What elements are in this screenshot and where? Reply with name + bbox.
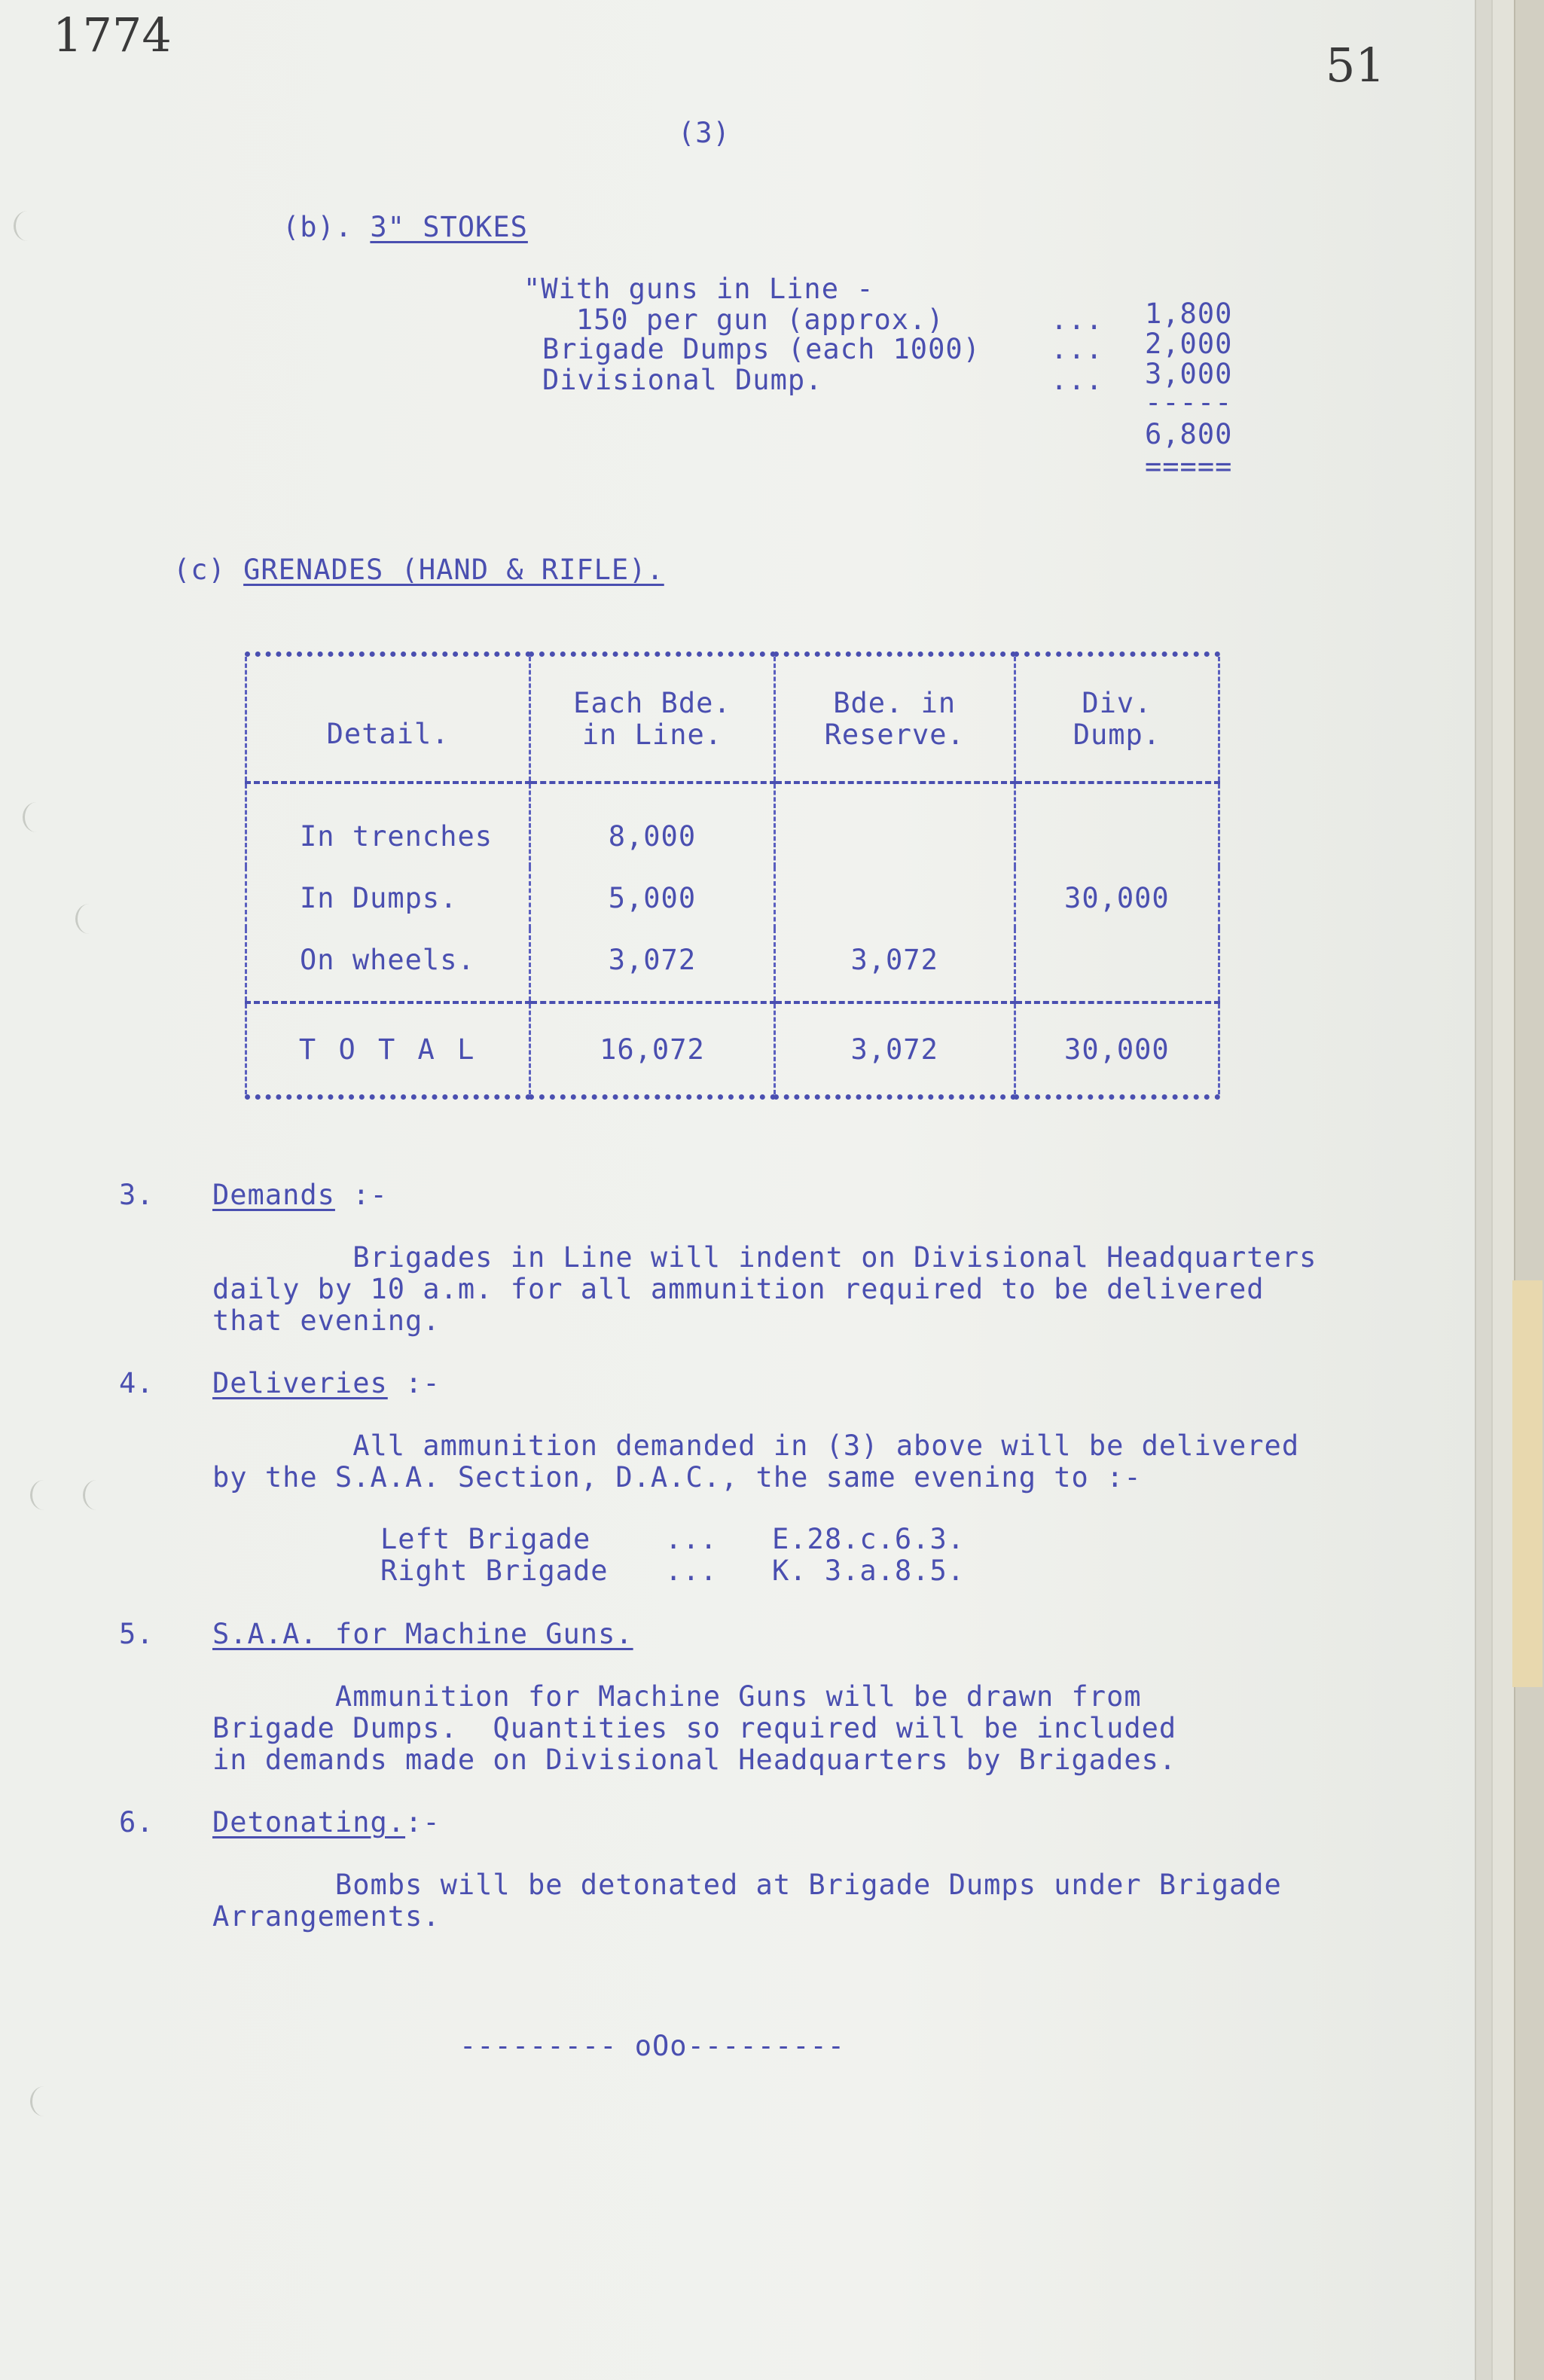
page-edge bbox=[1514, 0, 1544, 2380]
location-dots: ... bbox=[665, 1555, 718, 1587]
paragraph-line: by the S.A.A. Section, D.A.C., the same evening to :- bbox=[212, 1461, 1142, 1494]
section-c-heading bbox=[173, 554, 664, 586]
paragraph-heading: Deliveries :- bbox=[212, 1367, 441, 1399]
paragraph-heading: Demands :- bbox=[212, 1179, 388, 1211]
stokes-line: "With guns in Line - bbox=[523, 273, 874, 305]
table-row bbox=[246, 929, 1219, 1002]
paragraph-number: 4. bbox=[119, 1367, 154, 1399]
table-header-row bbox=[246, 654, 1219, 783]
paragraph-line: All ammunition demanded in (3) above will be delivered bbox=[212, 1430, 1300, 1462]
punch-hole bbox=[30, 1480, 58, 1510]
paragraph-line: that evening. bbox=[212, 1304, 441, 1337]
page-edge bbox=[1491, 0, 1515, 2380]
total-value: 3,072 bbox=[774, 1002, 1015, 1097]
paragraph-line: daily by 10 a.m. for all ammunition required to be delivered bbox=[212, 1273, 1265, 1305]
stokes-line: Brigade Dumps (each 1000) bbox=[542, 333, 981, 365]
row-label: In Dumps. bbox=[246, 867, 530, 929]
paragraph-line: Brigades in Line will indent on Divisional Headquarters bbox=[212, 1241, 1317, 1274]
row-label: In trenches bbox=[246, 783, 530, 867]
column-header-bde-reserve: Bde. in Reserve. bbox=[774, 654, 1015, 783]
cell-value bbox=[774, 783, 1015, 867]
paragraph-line: in demands made on Divisional Headquarters by Brigades. bbox=[212, 1744, 1177, 1776]
stokes-value: 2,000 bbox=[1145, 328, 1233, 360]
punch-hole bbox=[30, 2086, 58, 2116]
page-marker: (3) bbox=[678, 117, 731, 149]
page-edge bbox=[1475, 0, 1493, 2380]
table-row bbox=[246, 783, 1219, 867]
column-header-each-bde: Each Bde. in Line. bbox=[530, 654, 774, 783]
stokes-dots: ... bbox=[1051, 364, 1103, 396]
paragraph-heading: Detonating.:- bbox=[212, 1806, 441, 1838]
paragraph-heading: S.A.A. for Machine Guns. bbox=[212, 1618, 633, 1650]
location-name: Right Brigade bbox=[380, 1555, 609, 1587]
cell-value: 3,072 bbox=[530, 929, 774, 1002]
section-b-heading bbox=[282, 211, 528, 243]
punch-hole bbox=[23, 802, 50, 832]
total-value: 16,072 bbox=[530, 1002, 774, 1097]
section-c-title: GRENADES (HAND & RIFLE). bbox=[243, 554, 664, 586]
paragraph-line: Brigade Dumps. Quantities so required will be included bbox=[212, 1712, 1177, 1744]
cell-value: 8,000 bbox=[530, 783, 774, 867]
stokes-dots: ... bbox=[1051, 333, 1103, 365]
paragraph-line: Arrangements. bbox=[212, 1900, 441, 1933]
end-rule: --------- oOo--------- bbox=[459, 2030, 846, 2062]
total-label: T O T A L bbox=[246, 1002, 530, 1097]
paragraph-number: 6. bbox=[119, 1806, 154, 1838]
reference-number: 1774 bbox=[53, 8, 172, 63]
cell-value: 5,000 bbox=[530, 867, 774, 929]
paragraph-line: Bombs will be detonated at Brigade Dumps under Brigade bbox=[212, 1869, 1282, 1901]
stokes-value: 3,000 bbox=[1145, 358, 1233, 390]
stokes-rule: ----- bbox=[1145, 386, 1233, 419]
punch-hole bbox=[75, 904, 103, 934]
cell-value bbox=[774, 867, 1015, 929]
stokes-line: 150 per gun (approx.) bbox=[523, 304, 944, 336]
location-name: Left Brigade bbox=[380, 1523, 591, 1555]
section-b-prefix: (b). bbox=[282, 211, 353, 243]
column-header-div-dump: Div. Dump. bbox=[1015, 654, 1219, 783]
stokes-line: Divisional Dump. bbox=[542, 364, 823, 396]
row-label: On wheels. bbox=[246, 929, 530, 1002]
punch-hole bbox=[83, 1480, 111, 1510]
cell-value: 30,000 bbox=[1015, 867, 1219, 929]
column-header-detail: Detail. bbox=[246, 654, 530, 783]
paragraph-number: 3. bbox=[119, 1179, 154, 1211]
cell-value bbox=[1015, 929, 1219, 1002]
file-tab bbox=[1512, 1280, 1542, 1687]
location-ref: K. 3.a.8.5. bbox=[772, 1555, 966, 1587]
location-dots: ... bbox=[665, 1523, 718, 1555]
stokes-value: 1,800 bbox=[1145, 298, 1233, 330]
stokes-dots: ... bbox=[1051, 304, 1103, 336]
table-row bbox=[246, 867, 1219, 929]
punch-hole bbox=[14, 211, 41, 241]
cell-value: 3,072 bbox=[774, 929, 1015, 1002]
total-value: 30,000 bbox=[1015, 1002, 1219, 1097]
stokes-double-rule: ===== bbox=[1145, 450, 1233, 483]
section-b-title: 3" STOKES bbox=[370, 211, 528, 243]
grenades-table bbox=[245, 651, 1220, 1100]
cell-value bbox=[1015, 783, 1219, 867]
stokes-total: 6,800 bbox=[1145, 418, 1233, 450]
paragraph-line: Ammunition for Machine Guns will be drawn from bbox=[212, 1680, 1142, 1713]
section-c-prefix: (c) bbox=[173, 554, 226, 586]
location-ref: E.28.c.6.3. bbox=[772, 1523, 966, 1555]
table-total-row bbox=[246, 1002, 1219, 1097]
folio-number: 51 bbox=[1326, 38, 1385, 93]
paragraph-number: 5. bbox=[119, 1618, 154, 1650]
